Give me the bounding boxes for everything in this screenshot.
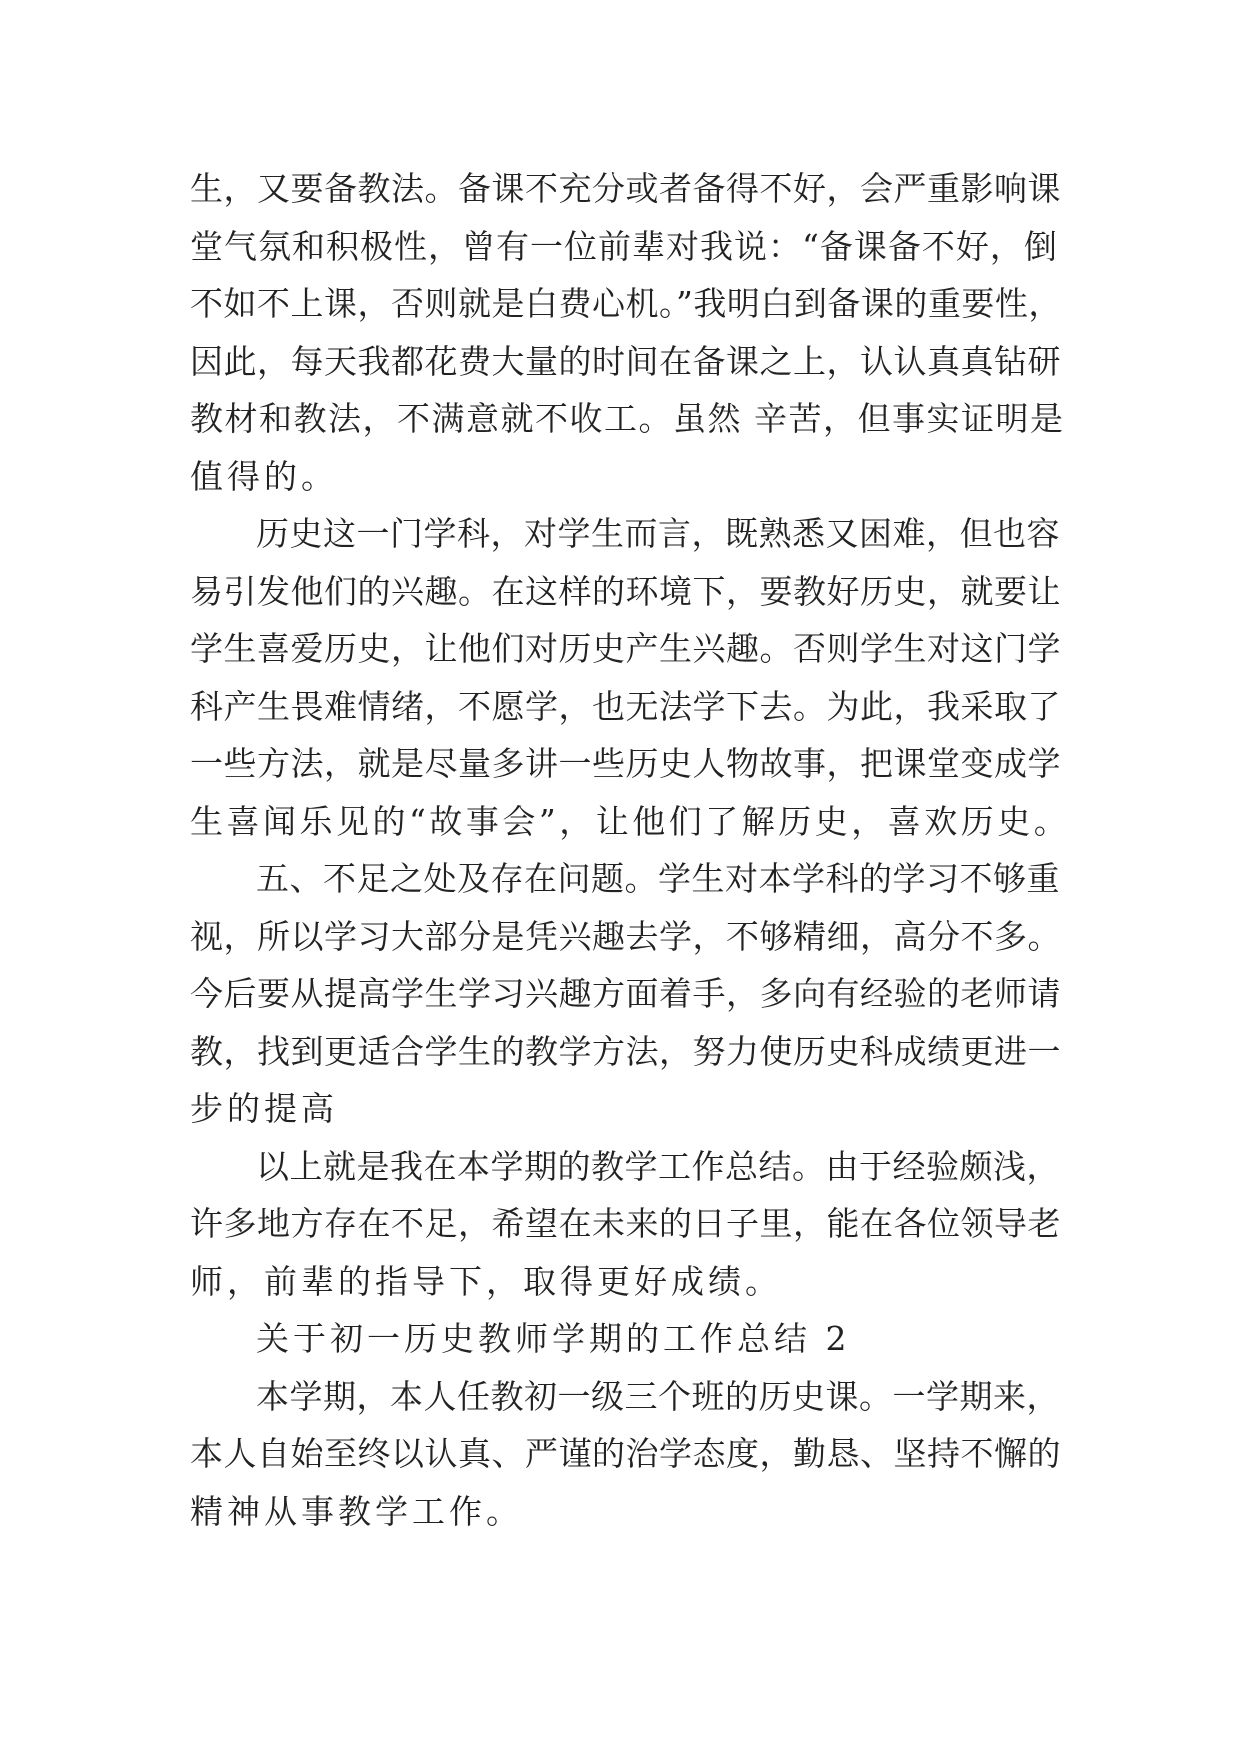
text-line: 本人自始至终以认真、严谨的治学态度，勤恳、坚持不懈的 bbox=[190, 1434, 1061, 1473]
text-line: 生，又要备教法。备课不充分或者备得不好，会严重影响课 bbox=[190, 169, 1061, 208]
text-line: 一些方法，就是尽量多讲一些历史人物故事，把课堂变成学 bbox=[190, 744, 1061, 783]
text-line: 教材和教法，不满意就不收工。虽然 辛苦，但事实证明是 bbox=[190, 399, 1065, 438]
text-line: 教，找到更适合学生的教学方法，努力使历史科成绩更进一 bbox=[190, 1031, 1061, 1071]
heading-text: 关于初一历史教师学期的工作总结 2 bbox=[256, 1319, 851, 1358]
text-line: 学生喜爱历史，让他们对历史产生兴趣。否则学生对这门学 bbox=[190, 629, 1061, 668]
paragraph-shortcomings bbox=[190, 850, 1070, 1138]
paragraph-conclusion bbox=[190, 1138, 1070, 1311]
text-line: 许多地方存在不足，希望在未来的日子里，能在各位领导老 bbox=[190, 1204, 1061, 1243]
paragraph-lesson-prep bbox=[190, 160, 1070, 505]
paragraph-history-interest bbox=[190, 505, 1070, 850]
text-line: 生喜闻乐见的“故事会”，让他们了解历史，喜欢历史。 bbox=[190, 801, 1071, 841]
text-line: 五、不足之处及存在问题。学生对本学科的学习不够重 bbox=[256, 859, 1060, 898]
text-line: 易引发他们的兴趣。在这样的环境下，要教好历史，就要让 bbox=[190, 571, 1061, 611]
text-line: 因此，每天我都花费大量的时间在备课之上，认认真真钻研 bbox=[190, 341, 1061, 381]
text-line: 值得的。 bbox=[190, 456, 338, 496]
text-line: 以上就是我在本学期的教学工作总结。由于经验颇浅， bbox=[256, 1146, 1060, 1186]
text-line: 今后要从提高学生学习兴趣方面着手，多向有经验的老师请 bbox=[190, 974, 1061, 1013]
document-body bbox=[190, 160, 1070, 1540]
text-line: 步的提高 bbox=[190, 1089, 338, 1128]
paragraph-semester-intro bbox=[190, 1368, 1070, 1541]
text-line: 视，所以学习大部分是凭兴趣去学，不够精细，高分不多。 bbox=[190, 916, 1061, 956]
text-line: 不如不上课，否则就是白费心机。”我明白到备课的重要性， bbox=[190, 284, 1062, 323]
text-line: 科产生畏难情绪，不愿学，也无法学下去。为此，我采取了 bbox=[190, 686, 1061, 726]
text-line: 本学期，本人任教初一级三个班的历史课。一学期来， bbox=[256, 1376, 1060, 1416]
text-line: 堂气氛和积极性，曾有一位前辈对我说：“备课备不好，倒 bbox=[190, 226, 1058, 266]
text-line: 历史这一门学科，对学生而言，既熟悉又困难，但也容 bbox=[256, 514, 1060, 553]
text-line: 师，前辈的指导下，取得更好成绩。 bbox=[190, 1261, 782, 1301]
section-heading bbox=[190, 1310, 1070, 1368]
text-line: 精神从事教学工作。 bbox=[190, 1491, 523, 1531]
